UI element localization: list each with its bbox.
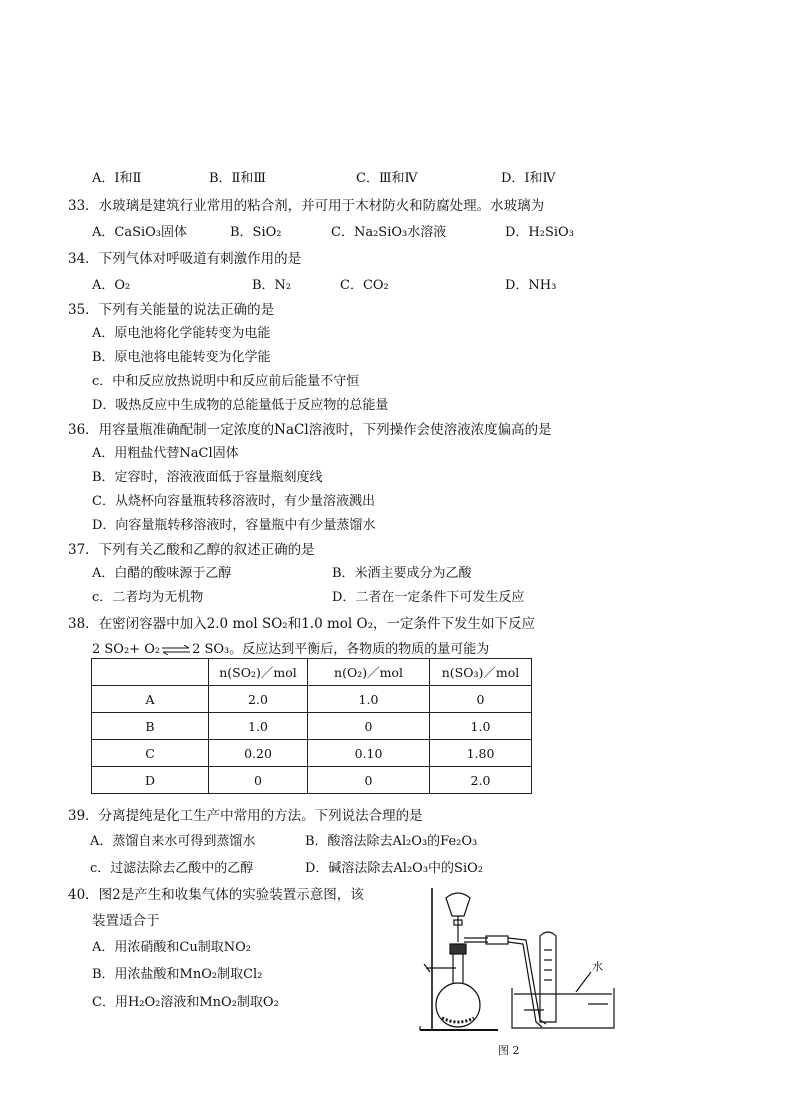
- q34-option-c: C．CO₂: [340, 278, 389, 293]
- q33-option-c: C．Na₂SiO₃水溶液: [331, 225, 447, 240]
- q33-option-a: A．CaSiO₃固体: [92, 225, 188, 240]
- q36-option-c: C．从烧杯向容量瓶转移溶液时，有少量溶液溅出: [92, 494, 375, 509]
- table-cell: 1.0: [209, 713, 308, 740]
- q33-stem: 33．水玻璃是建筑行业常用的粘合剂，并可用于木材防火和防腐处理。水玻璃为: [68, 198, 545, 214]
- q38-stem: 38．在密闭容器中加入2.0 mol SO₂和1.0 mol O₂，一定条件下发生如下反应: [68, 616, 535, 632]
- q33-option-d: D．H₂SiO₃: [505, 225, 574, 240]
- table-header-cell: n(SO₃)／mol: [430, 659, 532, 686]
- q35-option-b: B．原电池将电能转变为化学能: [92, 350, 271, 365]
- q32-option-a: A．Ⅰ和Ⅱ: [92, 171, 142, 186]
- q32-option-d: D．Ⅰ和Ⅳ: [501, 171, 556, 186]
- equilibrium-arrow-icon: [161, 645, 191, 655]
- table-cell: 1.0: [430, 713, 532, 740]
- q35-option-a: A．原电池将化学能转变为电能: [92, 326, 271, 341]
- table-cell: A: [92, 686, 209, 713]
- table-header-cell: n(O₂)／mol: [308, 659, 430, 686]
- q37-stem: 37．下列有关乙酸和乙醇的叙述正确的是: [68, 542, 315, 558]
- q32-option-c: C．Ⅲ和Ⅳ: [356, 171, 418, 186]
- q34-option-a: A．O₂: [92, 278, 131, 293]
- q39-option-a: A．蒸馏自来水可得到蒸馏水: [90, 834, 256, 849]
- q38-equation-right: 2 SO₃。反应达到平衡后，各物质的物质的量可能为: [192, 642, 490, 657]
- q40-option-a: A．用浓硝酸和Cu制取NO₂: [92, 940, 251, 955]
- table-cell: 2.0: [209, 686, 308, 713]
- q35-stem: 35．下列有关能量的说法正确的是: [68, 302, 275, 318]
- q36-option-b: B．定容时，溶液液面低于容量瓶刻度线: [92, 470, 323, 485]
- table-header-cell: n(SO₂)／mol: [209, 659, 308, 686]
- q32-option-b: B．Ⅱ和Ⅲ: [209, 171, 266, 186]
- q37-option-c: c．二者均为无机物: [92, 590, 204, 605]
- q34-option-d: D．NH₃: [505, 278, 557, 293]
- q36-option-a: A．用粗盐代替NaCl固体: [92, 446, 239, 461]
- table-cell: B: [92, 713, 209, 740]
- table-cell: 0: [308, 767, 430, 794]
- table-cell: 0: [308, 713, 430, 740]
- table-cell: 1.0: [308, 686, 430, 713]
- q39-option-b: B．酸溶法除去Al₂O₃的Fe₂O₃: [305, 834, 478, 849]
- table-cell: D: [92, 767, 209, 794]
- figure-caption: 图 2: [498, 1044, 520, 1057]
- table-cell: 0.20: [209, 740, 308, 767]
- table-row: [92, 686, 532, 713]
- q37-option-a: A．白醋的酸味源于乙醇: [92, 566, 232, 581]
- q34-stem: 34．下列气体对呼吸道有刺激作用的是: [68, 251, 302, 267]
- q34-option-b: B．N₂: [252, 278, 292, 293]
- q39-stem: 39．分离提纯是化工生产中常用的方法。下列说法合理的是: [68, 808, 423, 824]
- table-row: [92, 767, 532, 794]
- q38-table: [91, 658, 532, 794]
- q35-option-c: c．中和反应放热说明中和反应前后能量不守恒: [92, 374, 360, 389]
- q33-option-b: B．SiO₂: [230, 225, 282, 240]
- q35-option-d: D．吸热反应中生成物的总能量低于反应物的总能量: [92, 398, 389, 413]
- q36-option-d: D．向容量瓶转移溶液时，容量瓶中有少量蒸馏水: [92, 518, 376, 533]
- table-cell: 0: [430, 686, 532, 713]
- table-header-row: [92, 659, 532, 686]
- table-row: [92, 740, 532, 767]
- q40-figure: [408, 880, 628, 1064]
- q38-equation: [92, 638, 489, 657]
- table-cell: 0.10: [308, 740, 430, 767]
- table-cell: C: [92, 740, 209, 767]
- table-cell: 0: [209, 767, 308, 794]
- table-cell: 2.0: [430, 767, 532, 794]
- q39-option-d: D．碱溶法除去Al₂O₃中的SiO₂: [305, 861, 483, 876]
- gas-apparatus-diagram: [408, 880, 628, 1060]
- water-label: 水: [592, 960, 603, 973]
- q40-option-c: C．用H₂O₂溶液和MnO₂制取O₂: [92, 995, 279, 1010]
- q37-option-d: D．二者在一定条件下可发生反应: [332, 590, 525, 605]
- q38-equation-left: 2 SO₂+ O₂: [92, 642, 161, 657]
- q37-option-b: B．米酒主要成分为乙酸: [332, 566, 472, 581]
- q36-stem: 36．用容量瓶准确配制一定浓度的NaCl溶液时，下列操作会使溶液浓度偏高的是: [68, 422, 552, 438]
- table-row: [92, 713, 532, 740]
- q39-option-c: c．过滤法除去乙酸中的乙醇: [90, 861, 254, 876]
- q40-stem-line2: 装置适合于: [92, 913, 160, 929]
- q40-option-b: B．用浓盐酸和MnO₂制取Cl₂: [92, 967, 263, 982]
- table-header-cell: [92, 659, 209, 686]
- table-cell: 1.80: [430, 740, 532, 767]
- q40-stem-line1: 40．图2是产生和收集气体的实验装置示意图，该: [68, 887, 364, 903]
